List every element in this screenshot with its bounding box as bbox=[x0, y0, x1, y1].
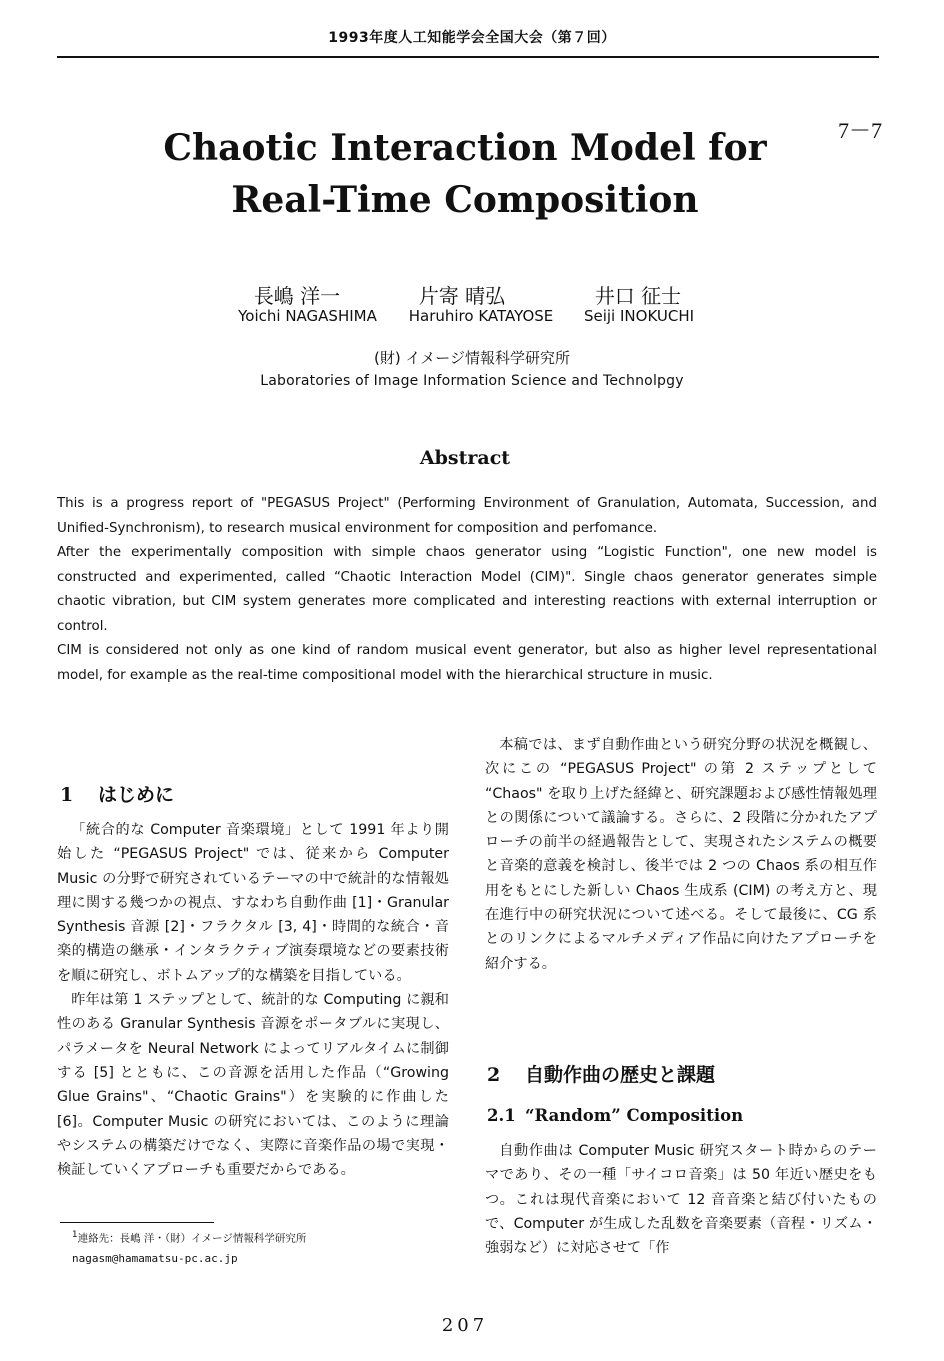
section-1-heading bbox=[60, 780, 174, 807]
section-number: 1 bbox=[60, 784, 74, 806]
footnote-rule bbox=[60, 1222, 214, 1223]
section-number: 2 bbox=[487, 1064, 501, 1086]
header-rule bbox=[57, 56, 879, 58]
paper-title bbox=[0, 122, 930, 226]
abstract-heading: Abstract bbox=[419, 447, 511, 469]
paper-code: 7－7 bbox=[838, 118, 883, 143]
footnote bbox=[72, 1226, 306, 1268]
section-title: 自動作曲の歴史と課題 bbox=[525, 1064, 716, 1086]
subsection-2-1-body bbox=[485, 1139, 877, 1260]
author-name-jp: 長嶋 洋一 bbox=[253, 284, 341, 308]
abstract-paragraph: CIM is considered not only as one kind of random musical event generator, but also as higher level representational model, for example as the real-time compositional model with the hierarchical structure in music. bbox=[57, 643, 877, 683]
page-number: 207 bbox=[441, 1315, 489, 1336]
body-paragraph: 昨年は第 1 ステップとして、統計的な Computing に親和性のある Granular Synthesis 音源をポータブルに実現し、パラメータを Neural Network によってリアルタイムに制御する [5] とともに、この音源を活用した作品（“Growing Glue Grains"、“Chaotic Grains"）を実験的に作曲した [6]。Computer Music の研究においては、このように理論やシステムの構築だけでなく、実際に音楽作品の場で実現・検証していくアプローチも重要だからである。 bbox=[57, 992, 449, 1179]
section-title: はじめに bbox=[98, 784, 175, 806]
author-name-jp: 井口 征士 bbox=[594, 284, 682, 308]
section-2-heading bbox=[487, 1060, 715, 1087]
footnote-mark: 1 bbox=[72, 1230, 78, 1240]
right-column-body bbox=[485, 733, 877, 976]
body-paragraph: 本稿では、まず自動作曲という研究分野の状況を概観し、次にこの “PEGASUS Project" の第 2 ステップとして “Chaos" を取り上げた経緯と、研究課題および感性情報処理との関係について議論する。さらに、2 段階に分かれたアプローチの前半の経過報告として、実現されたシステムの概要と音楽的意義を検討し、後半では 2 つの Chaos 系の相互作用をもとにした新しい Chaos 生成系 (CIM) の考え方と、現在進行中の研究状況について述べる。そして最後に、CG 系とのリンクによるマルチメディア作品に向けたアプローチを紹介する。 bbox=[485, 737, 877, 972]
body-paragraph: 自動作曲は Computer Music 研究スタート時からのテーマであり、その一種「サイコロ音楽」は 50 年近い歴史をもつ。これは現代音楽において 12 音音楽と結び付いたもので、Computer が生成した乱数を音楽要素（音程・リズム・強弱など）に対応させて「作 bbox=[485, 1143, 877, 1257]
section-number: 2.1 bbox=[487, 1106, 516, 1125]
section-title: “Random” Composition bbox=[525, 1106, 744, 1125]
author-name-jp: 片寄 晴弘 bbox=[418, 284, 506, 308]
title-line-2: Real-Time Composition bbox=[231, 179, 699, 221]
footnote-text: 連絡先：長嶋 洋・（財）イメージ情報科学研究所 bbox=[77, 1232, 307, 1245]
abstract-paragraph: After the experimentally composition with simple chaos generator using “Logistic Function", one new model is constructed and experimented, called “Chaotic Interaction Model (CIM)". Single chaos generator generates simple chaotic vibration, but CIM system generates more complicated and interesting reactions with external interruption or control. bbox=[57, 545, 877, 634]
body-paragraph: 「統合的な Computer 音楽環境」として 1991 年より開始した “PEGASUS Project" では、従来から Computer Music の分野で研究されているテーマの中で統計的な情報処理に関する幾つかの視点、すなわち自動作曲 [1]・Granular Synthesis 音源 [2]・フラクタル [3, 4]・時間的な統合・音楽的構造の継承・インタラクティブ演奏環境などの要素技術を順に研究し、ボトムアップ的な構築を目指している。 bbox=[57, 822, 449, 984]
affiliation-japanese: (財) イメージ情報科学研究所 bbox=[373, 349, 571, 367]
running-header: 1993年度人工知能学会全国大会（第７回） bbox=[328, 30, 616, 46]
author-name-en: Haruhiro KATAYOSE bbox=[408, 307, 554, 325]
subsection-2-1-heading bbox=[487, 1106, 743, 1125]
abstract-body bbox=[57, 492, 877, 688]
abstract-paragraph: This is a progress report of "PEGASUS Project" (Performing Environment of Granulation, Automata, Succession, and Unified-Synchronism), to research musical environment for composition and perfomance. bbox=[57, 496, 877, 536]
title-line-1: Chaotic Interaction Model for bbox=[163, 127, 767, 169]
author-name-en: Seiji INOKUCHI bbox=[583, 307, 695, 325]
affiliation-english: Laboratories of Image Information Science and Technolpgy bbox=[260, 373, 684, 389]
author-name-en: Yoichi NAGASHIMA bbox=[238, 307, 377, 325]
footnote-email: nagasm@hamamatsu-pc.ac.jp bbox=[72, 1251, 238, 1265]
left-column-body bbox=[57, 818, 449, 1182]
